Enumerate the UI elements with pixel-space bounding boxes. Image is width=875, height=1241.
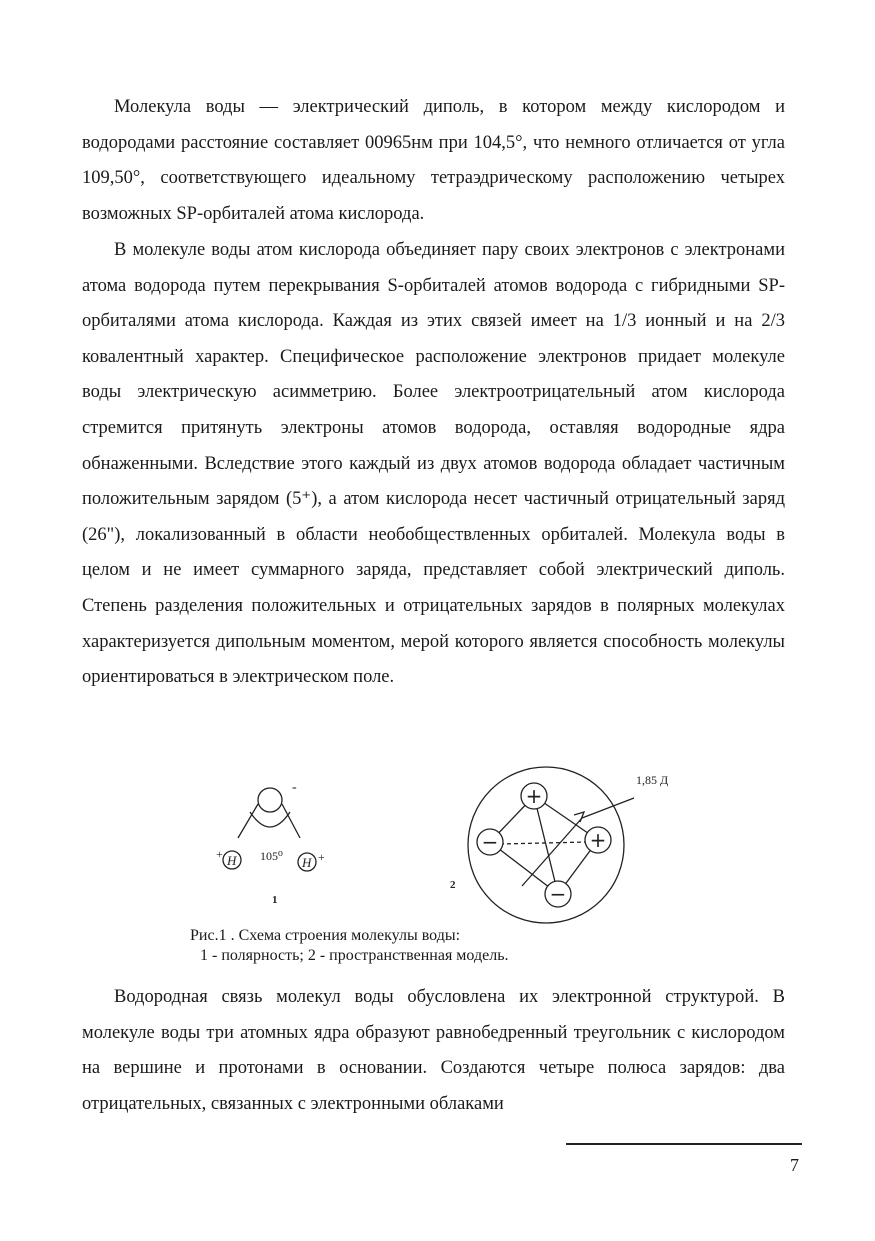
minus-sign-bottom: − <box>549 882 567 906</box>
figure-caption <box>190 926 509 966</box>
fig2-number: 2 <box>450 879 456 891</box>
plus-sign-top: + <box>525 784 543 808</box>
plus-sign-right: + <box>589 828 607 852</box>
dipole-arrow-line <box>522 818 582 886</box>
minus-sign-left: − <box>481 830 499 854</box>
oxygen-charge: - <box>292 780 297 795</box>
fig1-number: 1 <box>272 894 278 906</box>
bond-angle-label: 105⁰ <box>260 849 283 863</box>
hydrogen-right-label: H <box>302 855 312 870</box>
edge-left-right-dashed <box>500 842 588 844</box>
hydrogen-right-charge: + <box>318 850 325 864</box>
paragraph-2 <box>82 233 785 696</box>
hydrogen-left-charge: + <box>216 847 223 861</box>
footnote-rule <box>566 1143 802 1145</box>
paragraph-1-text: Молекула воды — электрический диполь, в котором между кислородом и водородами расстояние составляет 00965нм при 104,5°, что немного отличается от угла 109,50°, соответствующего идеальному тетраэдрическому расположению четырех возможных SP-орбиталей атома кислорода. <box>82 97 785 224</box>
dipole-leader-line <box>582 798 634 818</box>
dipole-moment-label: 1,85 Д <box>636 773 669 787</box>
lone-pair-arc <box>250 812 290 827</box>
paragraph-1 <box>82 90 785 232</box>
paragraph-2-text: В молекуле воды атом кислорода объединяет пару своих электронов с электронами атома водорода путем перекрывания S-орбиталей атомов водорода с гибридными SP-орбиталями атома кислорода. Каждая из этих связей имеет на 1/3 ионный и на 2/3 ковалентный характер. Специфическое расположение электронов придает молекуле воды электрическую асимметрию. Более электроотрицательный атом кислорода стремится притянуть электроны атомов водорода, оставляя водородные ядра обнаженными. Вследствие этого каждый из двух атомов водорода обладает частичным положительным зарядом (5⁺), а атом кислорода несет частичный отрицательный заряд (26"), локализованный в области необобществленных орбиталей. Молекула воды в целом и не имеет суммарного заряда, представляет собой электрический диполь. Степень разделения положительных и отрицательных зарядов в полярных молекулах характеризуется дипольным моментом, мерой которого является способность молекулы ориентироваться в электрическом поле. <box>82 240 785 688</box>
hydrogen-left-label: H <box>227 853 237 868</box>
bond-left <box>238 804 258 838</box>
caption-line-1: Рис.1 . Схема строения молекулы воды: <box>190 927 461 944</box>
page-number: 7 <box>790 1155 799 1175</box>
paragraph-3-text: Водородная связь молекул воды обусловлена их электронной структурой. В молекуле воды три атомных ядра образуют равнобедренный треугольник с кислородом на вершине и протонами в основании. Создаются четыре полюса зарядов: два отрицательных, связанных с электронными облаками <box>82 987 785 1114</box>
bond-right <box>282 804 300 838</box>
paragraph-3 <box>82 980 785 1122</box>
caption-line-2: 1 - полярность; 2 - пространственная модель. <box>200 947 509 964</box>
oxygen-atom-icon <box>258 788 282 812</box>
